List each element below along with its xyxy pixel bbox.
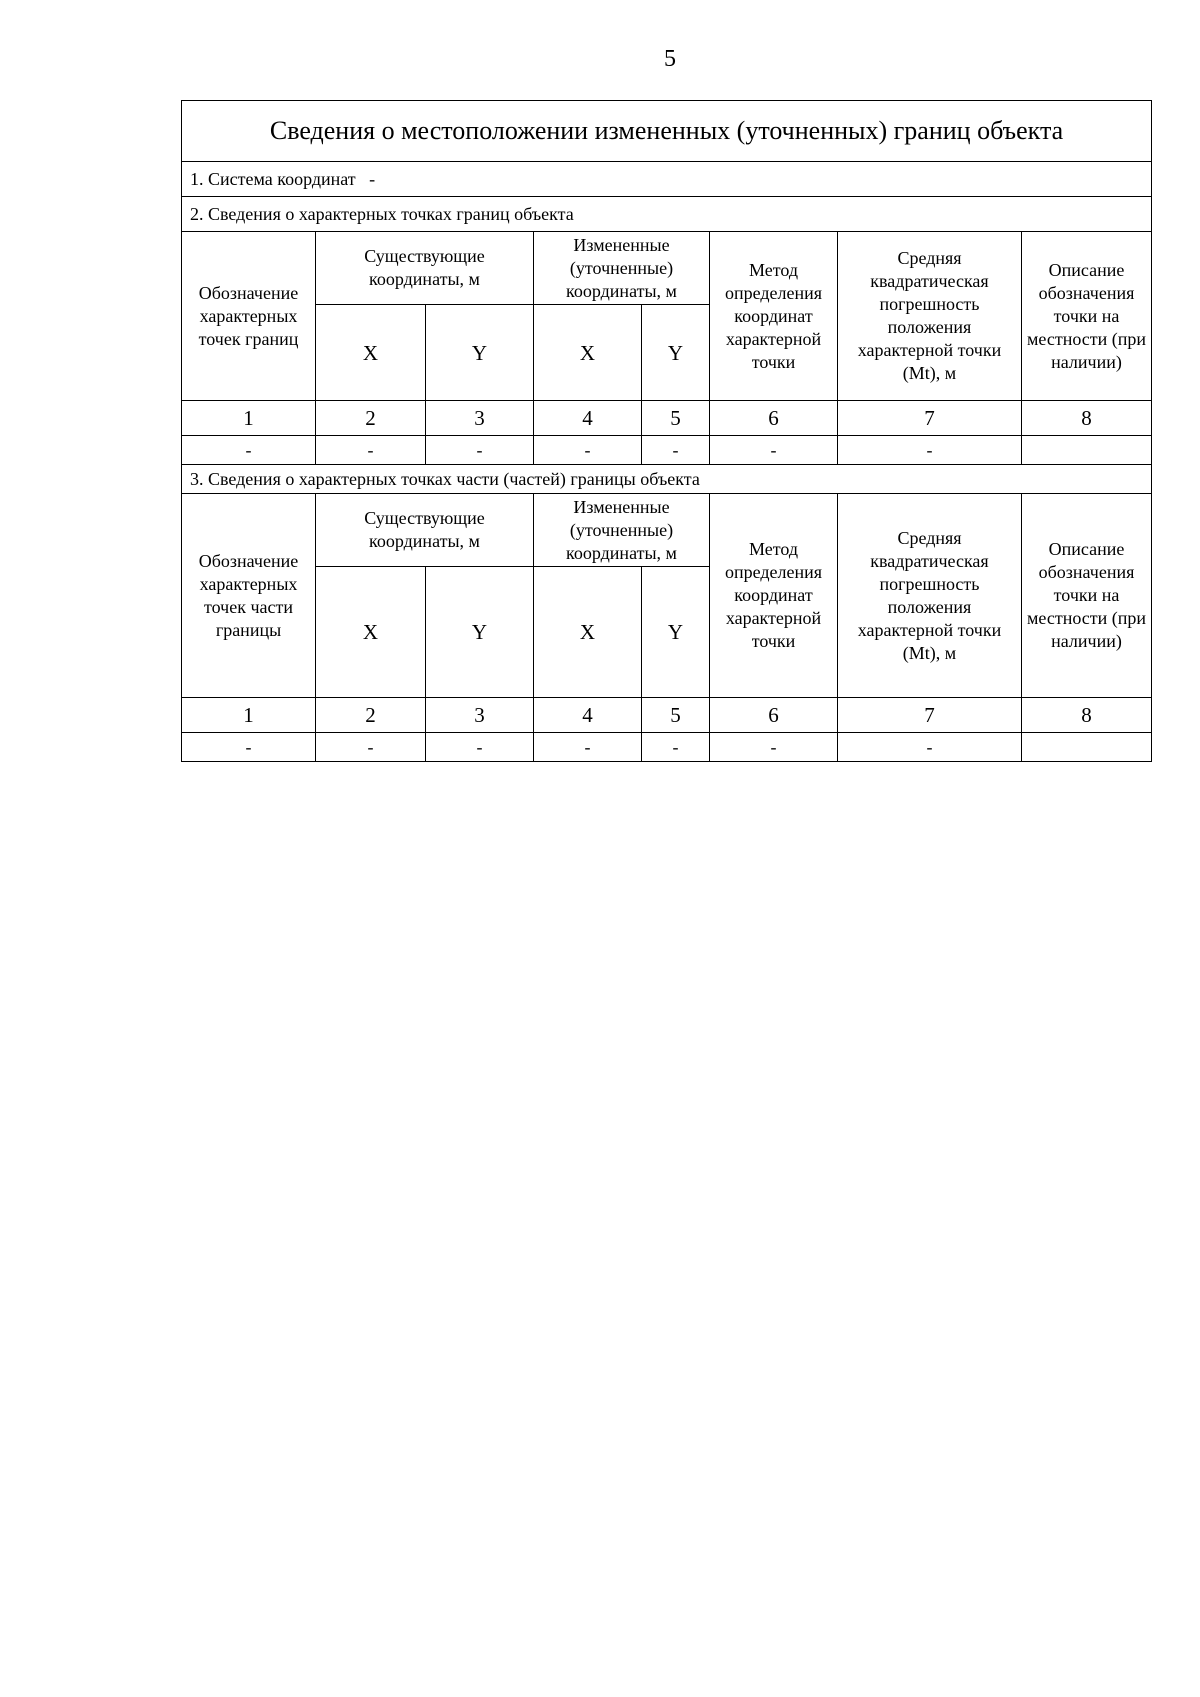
column-number: 6 — [710, 698, 838, 733]
s2-method-header: Метод определения координат характерной точки — [710, 232, 838, 401]
s3-column-numbers-row — [182, 698, 1152, 733]
s3-description-header: Описание обозначения точки на местности (при наличии) — [1022, 494, 1152, 698]
s2-existing-x-header: X — [316, 305, 426, 401]
s2-changed-coords-header: Измененные (уточненные) координаты, м — [534, 232, 710, 305]
column-number: 1 — [182, 698, 316, 733]
coordinate-system-value: - — [369, 169, 376, 189]
table-cell: - — [710, 436, 838, 465]
s3-changed-x-header: X — [534, 567, 642, 698]
column-number: 8 — [1022, 698, 1152, 733]
column-number: 7 — [838, 698, 1022, 733]
boundary-table — [181, 100, 1152, 762]
table-cell: - — [710, 733, 838, 762]
s3-existing-x-header: X — [316, 567, 426, 698]
s3-existing-y-header: Y — [426, 567, 534, 698]
column-number: 2 — [316, 698, 426, 733]
table-cell: - — [838, 733, 1022, 762]
table-cell: - — [316, 733, 426, 762]
column-number: 4 — [534, 698, 642, 733]
table-row — [182, 733, 1152, 762]
table-title: Сведения о местоположении измененных (уточненных) границ объекта — [182, 101, 1152, 162]
table-cell — [1022, 436, 1152, 465]
table-cell: - — [534, 733, 642, 762]
s2-changed-y-header: Y — [642, 305, 710, 401]
table-cell: - — [316, 436, 426, 465]
section3-heading: 3. Сведения о характерных точках части (частей) границы объекта — [182, 465, 1152, 494]
s2-existing-y-header: Y — [426, 305, 534, 401]
table-cell: - — [642, 733, 710, 762]
table-cell: - — [426, 436, 534, 465]
s2-existing-coords-header: Существующие координаты, м — [316, 232, 534, 305]
s3-method-header: Метод определения координат характерной точки — [710, 494, 838, 698]
s2-designation-header: Обозначение характерных точек границ — [182, 232, 316, 401]
s3-error-header: Средняя квадратическая погрешность положения характерной точки (Mt), м — [838, 494, 1022, 698]
column-number: 7 — [838, 401, 1022, 436]
column-number: 2 — [316, 401, 426, 436]
s2-column-numbers-row — [182, 401, 1152, 436]
column-number: 4 — [534, 401, 642, 436]
s3-changed-coords-header: Измененные (уточненные) координаты, м — [534, 494, 710, 567]
s3-existing-coords-header: Существующие координаты, м — [316, 494, 534, 567]
column-number: 1 — [182, 401, 316, 436]
coordinate-system-row — [182, 162, 1152, 197]
column-number: 6 — [710, 401, 838, 436]
column-number: 3 — [426, 698, 534, 733]
table-cell: - — [426, 733, 534, 762]
table-cell: - — [838, 436, 1022, 465]
table-cell — [1022, 733, 1152, 762]
table-cell: - — [534, 436, 642, 465]
column-number: 5 — [642, 698, 710, 733]
s3-designation-header: Обозначение характерных точек части границы — [182, 494, 316, 698]
column-number: 3 — [426, 401, 534, 436]
coordinate-system-label: 1. Система координат — [190, 169, 356, 189]
table-row — [182, 436, 1152, 465]
table-cell: - — [642, 436, 710, 465]
s2-error-header: Средняя квадратическая погрешность положения характерной точки (Mt), м — [838, 232, 1022, 401]
s2-description-header: Описание обозначения точки на местности (при наличии) — [1022, 232, 1152, 401]
page-number: 5 — [664, 46, 676, 72]
section2-heading: 2. Сведения о характерных точках границ объекта — [182, 197, 1152, 232]
column-number: 5 — [642, 401, 710, 436]
table-cell: - — [182, 733, 316, 762]
table-cell: - — [182, 436, 316, 465]
column-number: 8 — [1022, 401, 1152, 436]
s2-changed-x-header: X — [534, 305, 642, 401]
s3-changed-y-header: Y — [642, 567, 710, 698]
